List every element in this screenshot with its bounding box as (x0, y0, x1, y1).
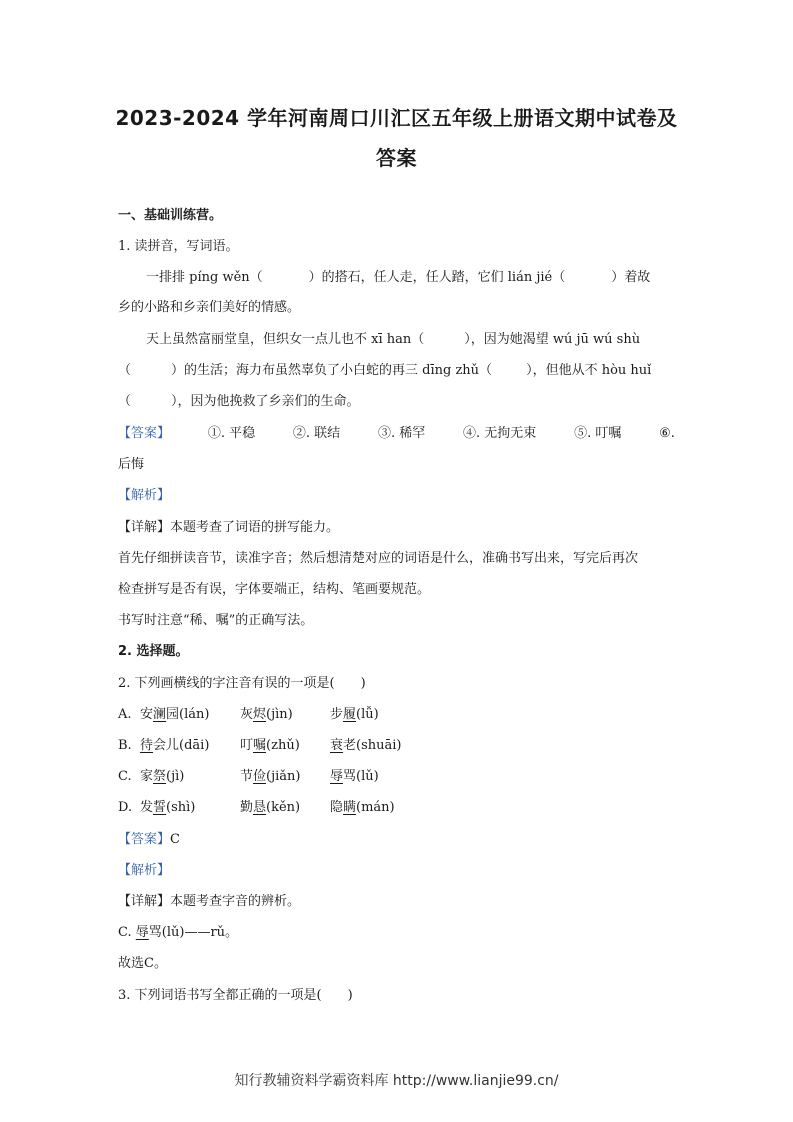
answer-item: ③. 稀罕 (377, 426, 426, 441)
underlined-char: 衰 (330, 738, 344, 753)
title-line-1: 2023-2024 学年河南周口川汇区五年级上册语文期中试卷及 (115, 106, 678, 130)
option-text: 家 (140, 769, 154, 784)
option-word (140, 705, 209, 725)
q1-text: ）的生活；海力布虽然辜负了小白蛇的再三 dīng zhǔ（ (171, 363, 493, 378)
q1-text: ），但他从不 hòu huǐ (526, 363, 652, 378)
analysis-tag: 【解析】 (118, 863, 171, 878)
q2-answer-row (118, 830, 180, 850)
option-text: 安 (140, 707, 154, 722)
underlined-char: 瞒 (343, 800, 357, 815)
option-text: (jì) (166, 769, 185, 784)
q1-text: ）的搭石，任人走，任人踏，它们 lián jié（ (308, 270, 566, 285)
option-text: 老(shuāi) (343, 738, 402, 753)
option-text: (zhǔ) (266, 738, 300, 753)
q2-detail-3: 故选C。 (118, 956, 167, 971)
underlined-char: 待 (140, 738, 154, 753)
option-word (140, 798, 195, 818)
q1-text: （ (118, 394, 132, 409)
option-text: (lǚ) (356, 707, 379, 722)
q1-answer-row (118, 424, 675, 444)
q1-detail-2: 首先仔细拼读音节，读准字音；然后想清楚对应的词语是什么，准确书写出来，写完后再次 (118, 551, 639, 566)
option-word (330, 798, 395, 818)
underlined-char: 辱 (330, 769, 344, 784)
q1-para1-line2: 乡的小路和乡亲们美好的情感。 (118, 300, 301, 315)
option-text: 勤 (240, 800, 254, 815)
option-text: 骂(lǔ) (343, 769, 379, 784)
option-text: (jiǎn) (266, 769, 301, 784)
option-text: (jìn) (266, 707, 293, 722)
option-word (240, 798, 300, 818)
q1-detail-4: 书写时注意“稀、嘱”的正确写法。 (118, 613, 314, 628)
answer-item: ①. 平稳 (207, 426, 256, 441)
q1-detail-3: 检查拼写是否有误，字体要端正，结构、笔画要规范。 (118, 582, 431, 597)
answer-tag: 【答案】 (118, 426, 171, 441)
answer-item: ④. 无拘无束 (463, 426, 537, 441)
option-text: 步 (330, 707, 344, 722)
option-letter: A. (118, 707, 132, 722)
underlined-char: 履 (343, 707, 357, 722)
underlined-char: 俭 (253, 769, 267, 784)
option-text: (shì) (166, 800, 196, 815)
analysis-tag: 【解析】 (118, 488, 171, 503)
q1-para2-line1 (146, 330, 640, 350)
answer-item: ②. 联结 (292, 426, 341, 441)
option-text: 会儿(dāi) (153, 738, 210, 753)
q1-text: ），因为他挽救了乡亲们的生命。 (171, 394, 360, 409)
option-text: 叮 (240, 738, 254, 753)
q1-text: 一排排 píng wěn（ (146, 270, 263, 285)
option-word (140, 767, 184, 787)
option-text: 隐 (330, 800, 344, 815)
option-word (240, 736, 300, 756)
underlined-char: 烬 (253, 707, 267, 722)
title-line-2: 答案 (376, 146, 417, 170)
answer-tag: 【答案】 (118, 832, 171, 847)
page-title (95, 98, 698, 178)
q1-para1-line1 (146, 268, 650, 288)
option-word (330, 705, 379, 725)
q1-text: 天上虽然富丽堂皇，但织女一点儿也不 xī han（ (146, 332, 425, 347)
option-text: (kěn) (266, 800, 301, 815)
q1-detail-1: 【详解】本题考查了词语的拼写能力。 (118, 520, 340, 535)
section-heading-2: 2. 选择题。 (118, 644, 189, 659)
q1-para2-line2 (118, 361, 651, 381)
option-text: 节 (240, 769, 254, 784)
underlined-char: 祭 (153, 769, 167, 784)
q1-para2-line3 (118, 392, 360, 412)
option-text: 灰 (240, 707, 254, 722)
q2-detail-2 (118, 923, 238, 943)
option-letter: B. (118, 738, 132, 753)
option-word (330, 767, 379, 787)
q1-answer-continued: 后悔 (118, 457, 145, 472)
option-word (330, 736, 401, 756)
q1-text: ），因为她渴望 wú jū wú shù (464, 332, 641, 347)
underlined-char: 嘱 (253, 738, 267, 753)
q1-text: （ (118, 363, 132, 378)
q2-prompt: 2. 下列画横线的字注音有误的一项是( ) (118, 676, 366, 691)
underlined-char: 誓 (153, 800, 167, 815)
option-text: (mán) (356, 800, 395, 815)
answer-item: ⑤. 叮嘱 (574, 426, 622, 441)
answer-item: ⑥. (659, 426, 675, 441)
option-letter: C. (118, 925, 132, 940)
option-letter: C. (118, 769, 132, 784)
q3-prompt: 3. 下列词语书写全都正确的一项是( ) (118, 988, 353, 1003)
option-word (240, 705, 293, 725)
option-text: 发 (140, 800, 154, 815)
answer-value: C (170, 832, 180, 847)
underlined-char: 辱 (135, 925, 149, 940)
footer-watermark: 知行教辅资料学霸资料库 http://www.lianjie99.cn/ (234, 1073, 559, 1089)
underlined-char: 澜 (153, 707, 167, 722)
q2-text: 骂(lǔ)——rǔ。 (148, 925, 239, 940)
q2-detail-1: 【详解】本题考查字音的辨析。 (118, 894, 301, 909)
underlined-char: 恳 (253, 800, 267, 815)
option-word (240, 767, 301, 787)
q1-prompt: 1. 读拼音，写词语。 (118, 239, 239, 254)
q1-text: ）着故 (611, 270, 651, 285)
option-word (140, 736, 209, 756)
option-text: 园(lán) (166, 707, 210, 722)
section-heading-1: 一、基础训练营。 (118, 208, 223, 223)
option-letter: D. (118, 800, 133, 815)
